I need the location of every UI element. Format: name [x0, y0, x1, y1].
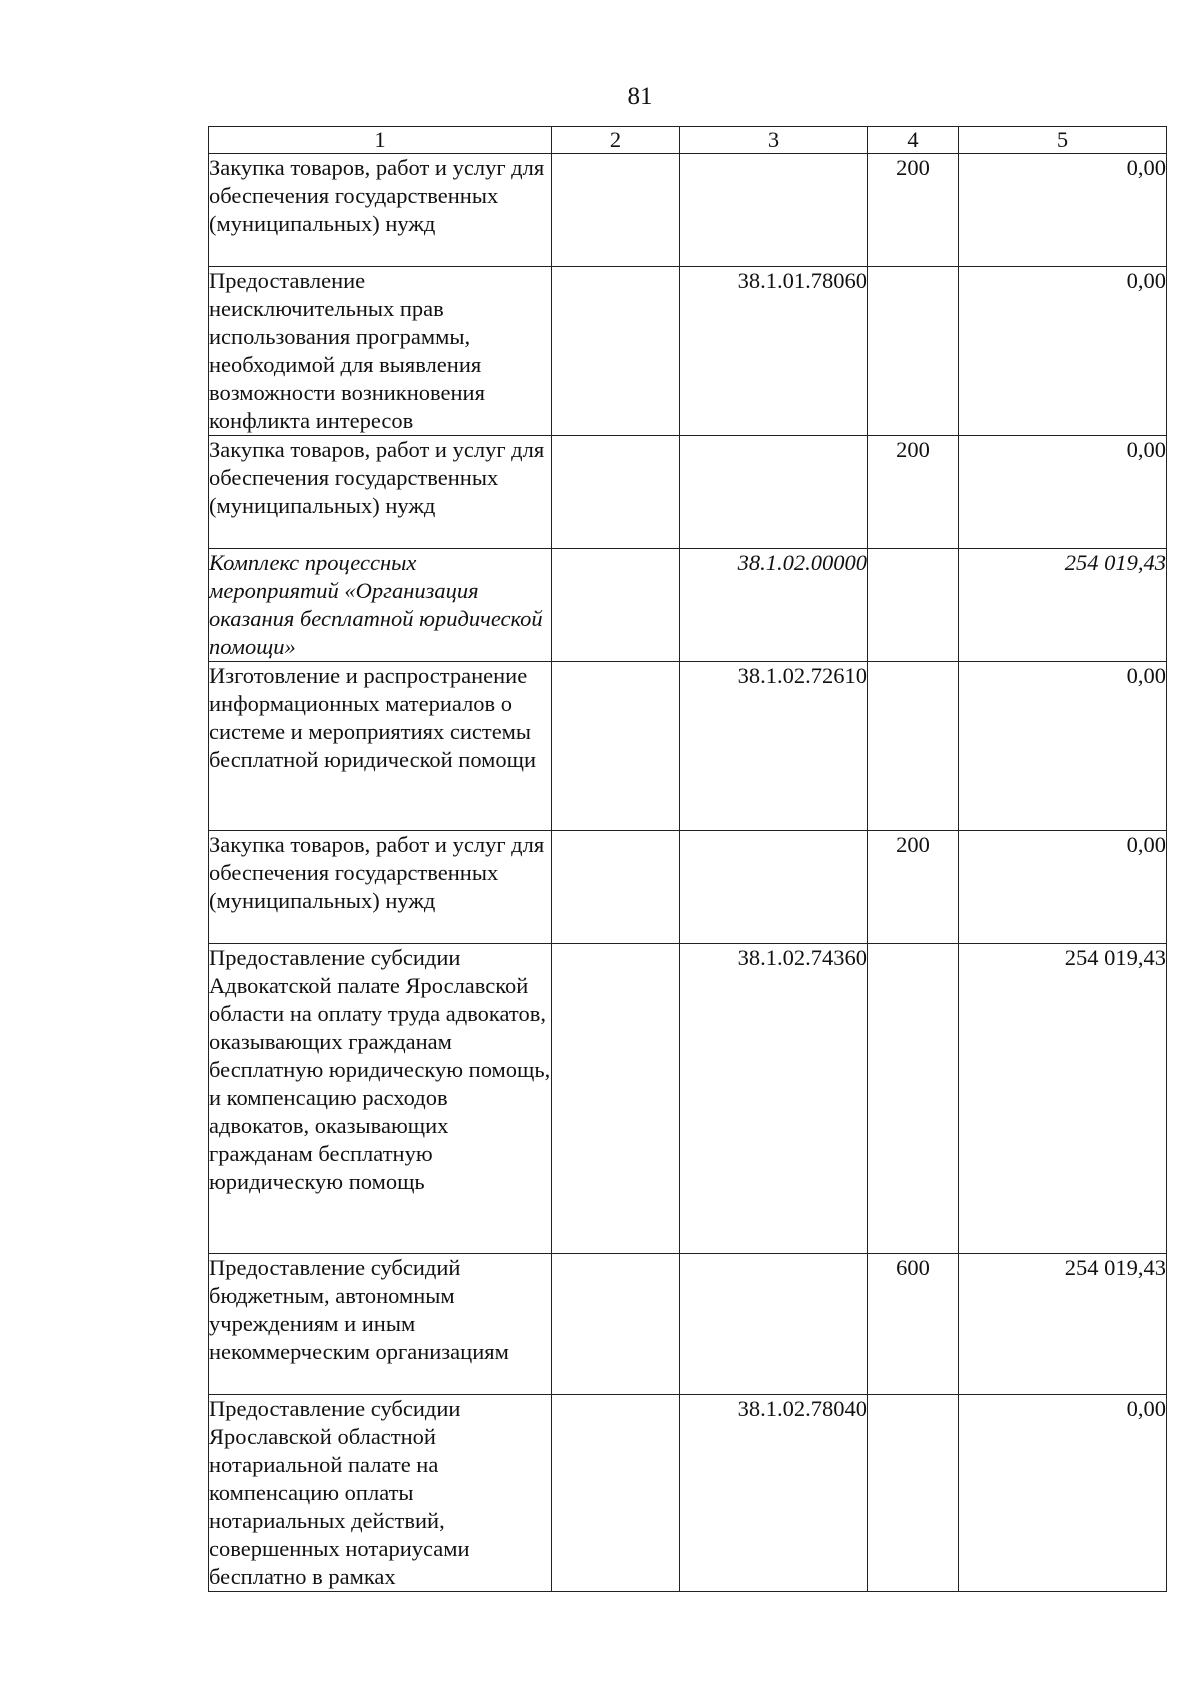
row-code-cell: 38.1.01.78060 — [680, 267, 868, 436]
row-col2-cell — [552, 267, 680, 436]
row-name-cell: Закупка товаров, работ и услуг для обеспечения государственных (муниципальных) нужд — [209, 154, 552, 267]
row-code-cell — [680, 831, 868, 944]
row-col2-cell — [552, 154, 680, 267]
row-code-cell: 38.1.02.74360 — [680, 944, 868, 1254]
row-name-cell: Предоставление субсидии Адвокатской палате Ярославской области на оплату труда адвокатов, оказывающих гражданам бесплатную юридическую помощь, и компенсацию расходов адвокатов, оказывающих гражданам бесплатную юридическую помощь — [209, 944, 552, 1254]
row-vr-cell — [868, 944, 959, 1254]
table-row — [209, 662, 1167, 831]
row-vr-cell — [868, 1395, 959, 1592]
row-vr-cell: 200 — [868, 831, 959, 944]
row-col2-cell — [552, 662, 680, 831]
row-name-cell: Изготовление и распространение информационных материалов о системе и мероприятиях системы бесплатной юридической помощи — [209, 662, 552, 831]
row-vr-cell — [868, 662, 959, 831]
row-sum-cell: 254 019,43 — [959, 1254, 1167, 1395]
row-code-cell — [680, 436, 868, 549]
table-row — [209, 436, 1167, 549]
row-col2-cell — [552, 831, 680, 944]
row-name-cell: Закупка товаров, работ и услуг для обеспечения государственных (муниципальных) нужд — [209, 436, 552, 549]
row-name-cell: Предоставление субсидий бюджетным, автономным учреждениям и иным некоммерческим организациям — [209, 1254, 552, 1395]
row-vr-cell — [868, 549, 959, 662]
table-row — [209, 1395, 1167, 1592]
row-col2-cell — [552, 549, 680, 662]
header-col-1: 1 — [209, 127, 552, 154]
row-sum-cell: 0,00 — [959, 831, 1167, 944]
row-sum-cell: 0,00 — [959, 662, 1167, 831]
row-name-cell: Предоставление неисключительных прав использования программы, необходимой для выявления возможности возникновения конфликта интересов — [209, 267, 552, 436]
row-col2-cell — [552, 436, 680, 549]
row-col2-cell — [552, 944, 680, 1254]
row-code-cell: 38.1.02.72610 — [680, 662, 868, 831]
row-vr-cell: 200 — [868, 436, 959, 549]
table-row — [209, 267, 1167, 436]
row-sum-cell: 254 019,43 — [959, 549, 1167, 662]
table-row — [209, 154, 1167, 267]
row-code-cell — [680, 154, 868, 267]
budget-table — [208, 126, 1167, 1592]
row-sum-cell: 0,00 — [959, 436, 1167, 549]
table-row — [209, 549, 1167, 662]
row-sum-cell: 0,00 — [959, 1395, 1167, 1592]
row-name-cell: Закупка товаров, работ и услуг для обеспечения государственных (муниципальных) нужд — [209, 831, 552, 944]
header-col-5: 5 — [959, 127, 1167, 154]
table-row — [209, 1254, 1167, 1395]
header-col-3: 3 — [680, 127, 868, 154]
row-sum-cell: 0,00 — [959, 267, 1167, 436]
row-vr-cell: 200 — [868, 154, 959, 267]
header-col-4: 4 — [868, 127, 959, 154]
header-row — [209, 127, 1167, 154]
row-vr-cell — [868, 267, 959, 436]
table-row — [209, 831, 1167, 944]
row-sum-cell: 0,00 — [959, 154, 1167, 267]
page-number: 81 — [627, 83, 653, 110]
row-code-cell: 38.1.02.78040 — [680, 1395, 868, 1592]
table-row — [209, 944, 1167, 1254]
row-name-cell: Комплекс процессных мероприятий «Организация оказания бесплатной юридической помощи» — [209, 549, 552, 662]
row-code-cell: 38.1.02.00000 — [680, 549, 868, 662]
row-col2-cell — [552, 1254, 680, 1395]
row-name-cell: Предоставление субсидии Ярославской областной нотариальной палате на компенсацию оплаты нотариальных действий, совершенных нотариусами бесплатно в рамках — [209, 1395, 552, 1592]
row-vr-cell: 600 — [868, 1254, 959, 1395]
row-col2-cell — [552, 1395, 680, 1592]
row-code-cell — [680, 1254, 868, 1395]
header-col-2: 2 — [552, 127, 680, 154]
row-sum-cell: 254 019,43 — [959, 944, 1167, 1254]
